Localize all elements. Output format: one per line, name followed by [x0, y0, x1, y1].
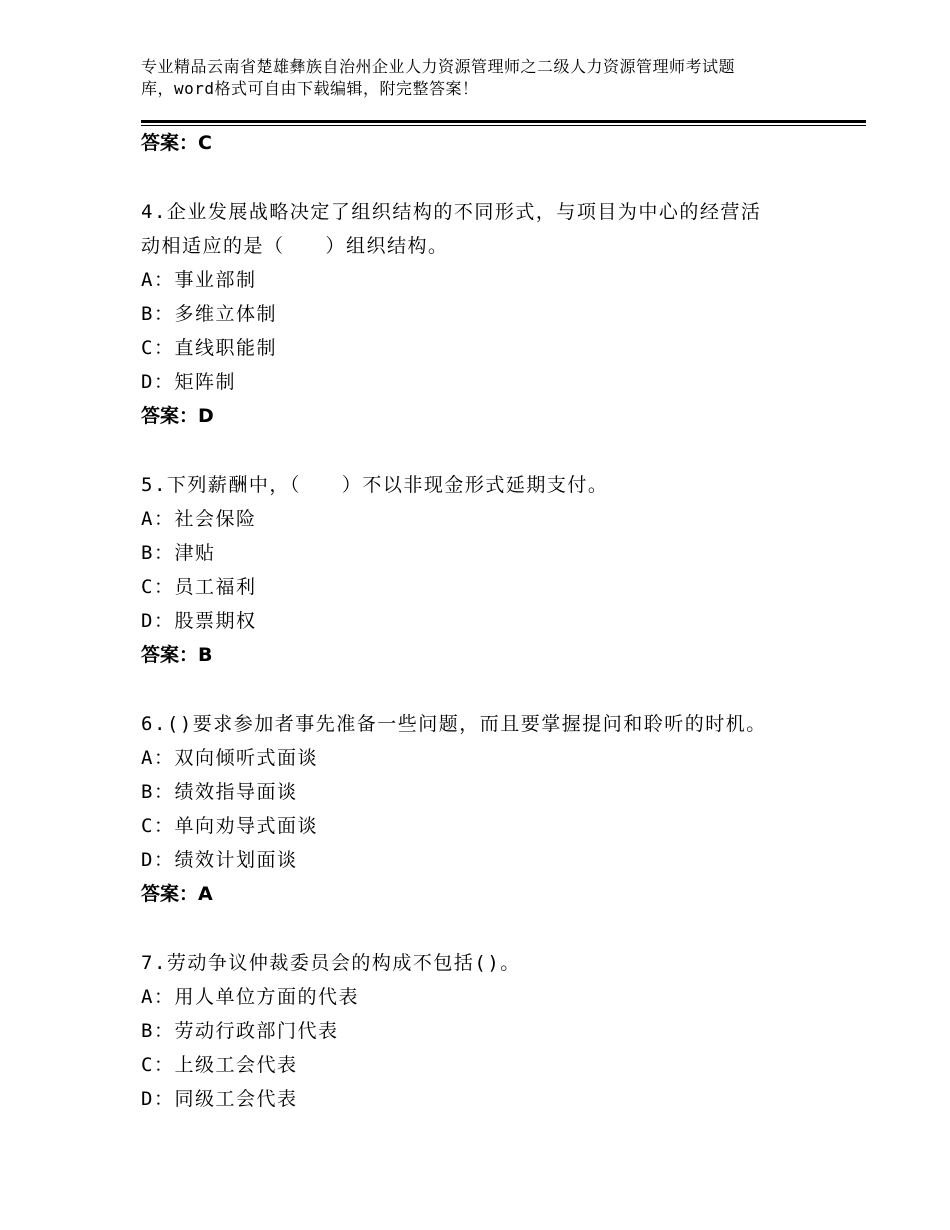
document-header: [141, 56, 841, 100]
question-5-option-d: D：股票期权: [141, 610, 257, 632]
question-6-option-d: D：绩效计划面谈: [141, 849, 298, 871]
question-4-option-a: A：事业部制: [141, 269, 257, 291]
question-7-option-d: D：同级工会代表: [141, 1088, 298, 1110]
question-4-text-line-1: 4.企业发展战略决定了组织结构的不同形式，与项目为中心的经营活: [141, 201, 762, 223]
question-4-option-b: B：多维立体制: [141, 303, 277, 325]
question-7-option-c: C：上级工会代表: [141, 1054, 298, 1076]
answer-q3: 答案：C: [141, 132, 212, 154]
header-divider-thick: [141, 120, 866, 123]
answer-q6: 答案：A: [141, 883, 213, 905]
question-4-option-d: D：矩阵制: [141, 371, 236, 393]
question-5-option-a: A：社会保险: [141, 508, 257, 530]
question-6-text: 6.()要求参加者事先准备一些问题，而且要掌握提问和聆听的时机。: [141, 713, 767, 735]
answer-q4: 答案：D: [141, 405, 214, 427]
header-line-2: 库，word格式可自由下载编辑，附完整答案！: [141, 79, 479, 98]
question-6-option-b: B：绩效指导面谈: [141, 781, 298, 803]
question-4-option-c: C：直线职能制: [141, 337, 277, 359]
question-7-option-b: B：劳动行政部门代表: [141, 1020, 339, 1042]
question-7-option-a: A：用人单位方面的代表: [141, 986, 359, 1008]
header-divider-thin: [141, 125, 866, 126]
answer-q5: 答案：B: [141, 644, 213, 666]
question-7-text: 7.劳动争议仲裁委员会的构成不包括()。: [141, 952, 521, 974]
question-6-option-a: A：双向倾听式面谈: [141, 747, 318, 769]
question-6-option-c: C：单向劝导式面谈: [141, 815, 318, 837]
question-5-text: 5.下列薪酬中，（ ）不以非现金形式延期支付。: [141, 474, 609, 496]
question-4-text-line-2: 动相适应的是（ ）组织结构。: [141, 235, 449, 257]
question-5-option-c: C：员工福利: [141, 576, 257, 598]
question-5-option-b: B：津贴: [141, 542, 216, 564]
header-line-1: 专业精品云南省楚雄彝族自治州企业人力资源管理师之二级人力资源管理师考试题: [141, 57, 736, 76]
